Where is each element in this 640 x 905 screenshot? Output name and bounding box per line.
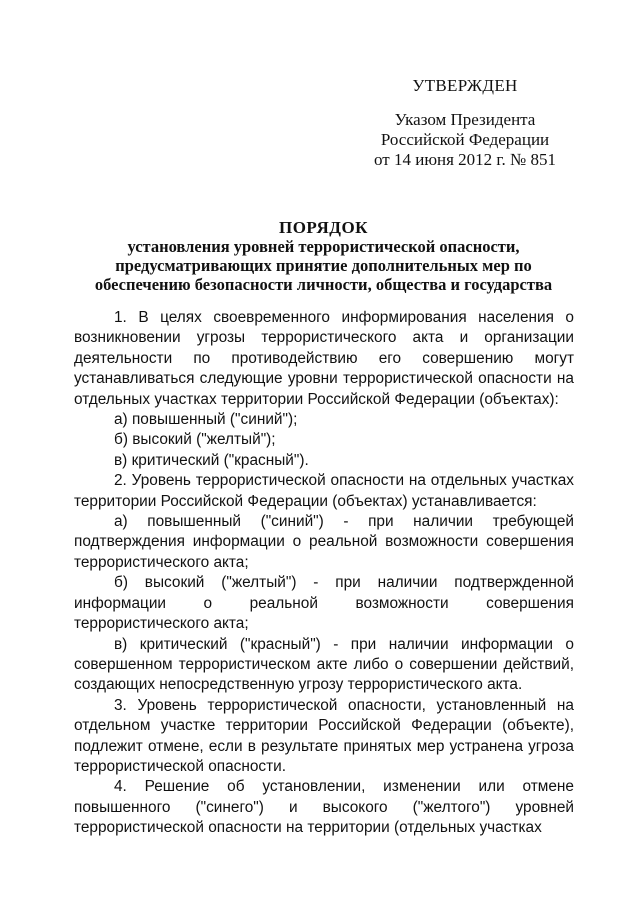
approval-block xyxy=(365,76,565,170)
paragraph-1-item-a: а) повышенный ("синий"); xyxy=(114,411,298,429)
paragraph-1: 1. В целях своевременного информирования населения о возникновении угрозы террористического акта и организации деятельности по противодействию его совершению могут устанавливаться следующие уровни террористической опасности на отдельных участках территории Российской Федерации (объектах): xyxy=(74,309,574,408)
paragraph-1-item-c: в) критический ("красный"). xyxy=(114,451,309,469)
paragraph-2-item-c: в) критический ("красный") - при наличии информации о совершенном террористическом акте либо о совершении действий, создающих непосредственную угрозу террористического акта. xyxy=(74,635,574,694)
approval-line-country: Российской Федерации xyxy=(380,130,550,149)
paragraph-2-item-a: а) повышенный ("синий") - при наличии требующей подтверждения информации о реальной возможности совершения террористического акта; xyxy=(74,513,574,571)
document-subtitle-line-2: предусматривающих принятие дополнительных мер по xyxy=(115,256,532,275)
paragraph-3: 3. Уровень террористической опасности, установленный на отдельном участке территории Российской Федерации (объекте), подлежит отмене, если в результате принятых мер устранена угроза террористической опасности. xyxy=(74,696,574,775)
document-subtitle-line-3: обеспечению безопасности личности, общества и государства xyxy=(94,275,553,294)
paragraph-4: 4. Решение об установлении, изменении или отмене повышенного ("синего") и высокого ("желтого") уровней террористической опасности на территории (отдельных участках xyxy=(74,778,574,837)
paragraph-2: 2. Уровень террористической опасности на отдельных участках территории Российской Федерации (объектах) устанавливается: xyxy=(74,472,574,510)
approval-line-date: от 14 июня 2012 г. № 851 xyxy=(374,150,556,169)
approval-stamp: УТВЕРЖДЕН xyxy=(412,76,518,95)
document-body xyxy=(74,308,574,839)
paragraph-1-item-b: б) высокий ("желтый"); xyxy=(114,431,276,449)
approval-line-decree: Указом Президента xyxy=(394,110,536,129)
document-heading xyxy=(70,218,577,294)
paragraph-2-item-b: б) высокий ("желтый") - при наличии подтвержденной информации о реальной возможности совершения террористического акта; xyxy=(74,574,574,633)
document-title: ПОРЯДОК xyxy=(278,218,368,237)
document-subtitle-line-1: установления уровней террористической опасности, xyxy=(127,237,520,256)
